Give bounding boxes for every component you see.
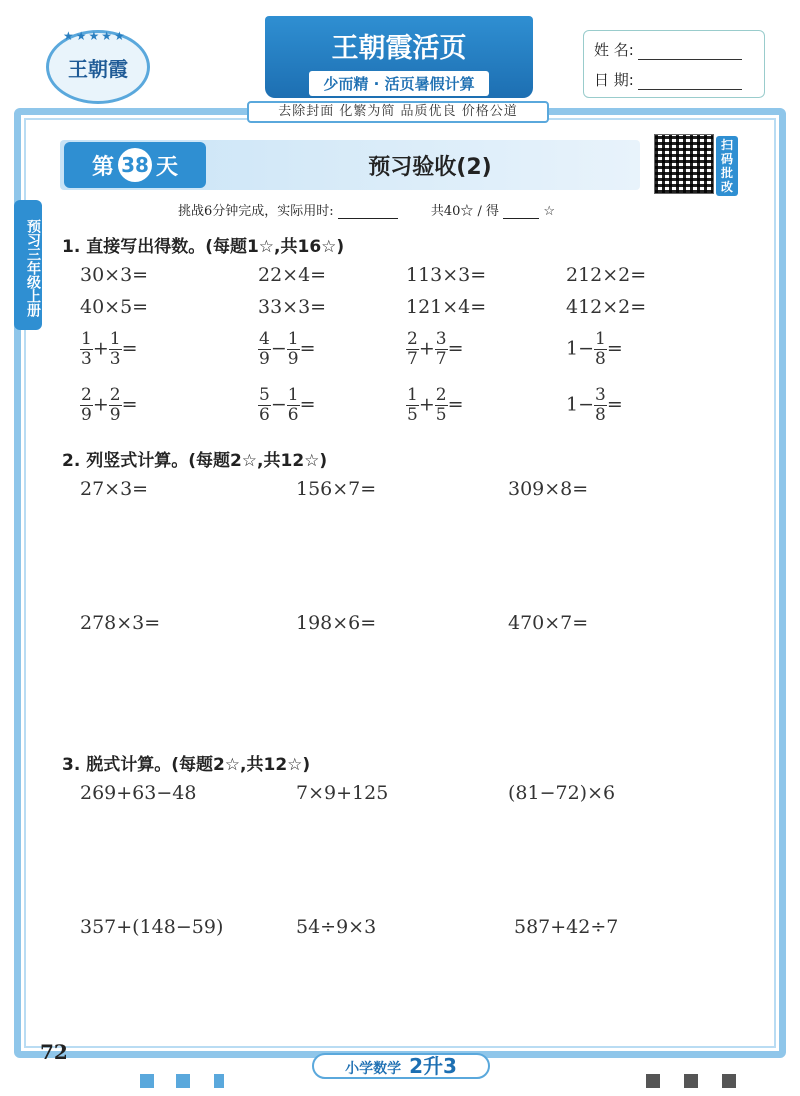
footer-subject: 小学数学 xyxy=(345,1061,402,1077)
footer-badge xyxy=(312,1053,490,1079)
day-tag xyxy=(64,142,206,188)
brand-subtitle: 少而精 · 活页暑假计算 xyxy=(309,71,488,96)
footer-deco xyxy=(214,1074,224,1088)
time-blank[interactable] xyxy=(338,206,398,219)
challenge-line xyxy=(178,200,555,219)
problem: 309×8= xyxy=(508,478,589,500)
fraction-problem: $\frac{5}{6}$ − $\frac{1}{6}$ = xyxy=(259,385,316,425)
footer-deco xyxy=(140,1074,154,1088)
section-3-title: 3. 脱式计算。(每题2☆,共12☆) xyxy=(62,755,311,775)
star-text: ☆ xyxy=(543,204,555,219)
problem: 198×6= xyxy=(296,612,377,634)
date-blank[interactable] xyxy=(638,75,742,90)
problem: 357+(148−59) xyxy=(80,916,224,938)
qr-code[interactable] xyxy=(654,134,714,194)
problem: 7×9+125 xyxy=(296,782,389,804)
footer-deco xyxy=(646,1074,660,1088)
side-tab: 预习三年级上册 xyxy=(14,200,42,330)
problem: 212×2= xyxy=(566,264,647,286)
problem: 587+42÷7 xyxy=(514,916,619,938)
brand-banner xyxy=(265,16,533,98)
problem: 30×3= xyxy=(80,264,149,286)
problem: 269+63−48 xyxy=(80,782,197,804)
name-label: 姓 名: xyxy=(594,41,634,59)
fraction-problem: $\frac{1}{3}$ + $\frac{1}{3}$ = xyxy=(81,329,138,369)
day-number: 38 xyxy=(118,148,152,182)
footer-deco xyxy=(684,1074,698,1088)
slogan: 去除封面 化繁为简 品质优良 价格公道 xyxy=(247,101,549,123)
problem: 33×3= xyxy=(258,296,327,318)
date-row xyxy=(594,69,742,90)
footer-deco xyxy=(722,1074,736,1088)
fraction-problem: 1− $\frac{3}{8}$ = xyxy=(566,385,623,425)
page-frame-inner xyxy=(24,118,776,1048)
name-blank[interactable] xyxy=(638,45,742,60)
problem: 412×2= xyxy=(566,296,647,318)
name-row xyxy=(594,39,742,60)
problem: 22×4= xyxy=(258,264,327,286)
challenge-text: 挑战6分钟完成，实际用时: xyxy=(178,204,334,219)
section-2-title: 2. 列竖式计算。(每题2☆,共12☆) xyxy=(62,451,328,471)
day-prefix: 第 xyxy=(91,154,114,180)
fraction-problem: $\frac{4}{9}$ − $\frac{1}{9}$ = xyxy=(259,329,316,369)
problem: 27×3= xyxy=(80,478,149,500)
logo-text: 王朝霞 xyxy=(68,56,128,81)
fraction-problem: $\frac{2}{7}$ + $\frac{3}{7}$ = xyxy=(407,329,464,369)
problem: 40×5= xyxy=(80,296,149,318)
problem: 113×3= xyxy=(406,264,487,286)
qr-label: 扫码批改 xyxy=(716,136,738,196)
logo-stars: ★★★★★ xyxy=(63,29,127,43)
problem: 156×7= xyxy=(296,478,377,500)
page-number: 72 xyxy=(40,1040,68,1064)
problem: 54÷9×3 xyxy=(296,916,377,938)
problem: 278×3= xyxy=(80,612,161,634)
section-1-title: 1. 直接写出得数。(每题1☆,共16☆) xyxy=(62,237,345,257)
problem: 470×7= xyxy=(508,612,589,634)
date-label: 日 期: xyxy=(594,71,634,89)
score-blank[interactable] xyxy=(503,206,539,219)
problem: 121×4= xyxy=(406,296,487,318)
score-text: 共40☆ / 得 xyxy=(430,204,500,219)
publisher-logo xyxy=(46,30,150,104)
problem: (81−72)×6 xyxy=(508,782,616,804)
brand-title: 王朝霞活页 xyxy=(331,33,467,64)
footer-deco xyxy=(176,1074,190,1088)
fraction-problem: 1− $\frac{1}{8}$ = xyxy=(566,329,623,369)
fraction-problem: $\frac{2}{9}$ + $\frac{2}{9}$ = xyxy=(81,385,138,425)
footer-grade: 2升3 xyxy=(409,1054,457,1078)
name-date-box xyxy=(583,30,765,98)
fraction-problem: $\frac{1}{5}$ + $\frac{2}{5}$ = xyxy=(407,385,464,425)
day-title: 预习验收(2) xyxy=(368,155,492,180)
day-suffix: 天 xyxy=(156,154,179,180)
